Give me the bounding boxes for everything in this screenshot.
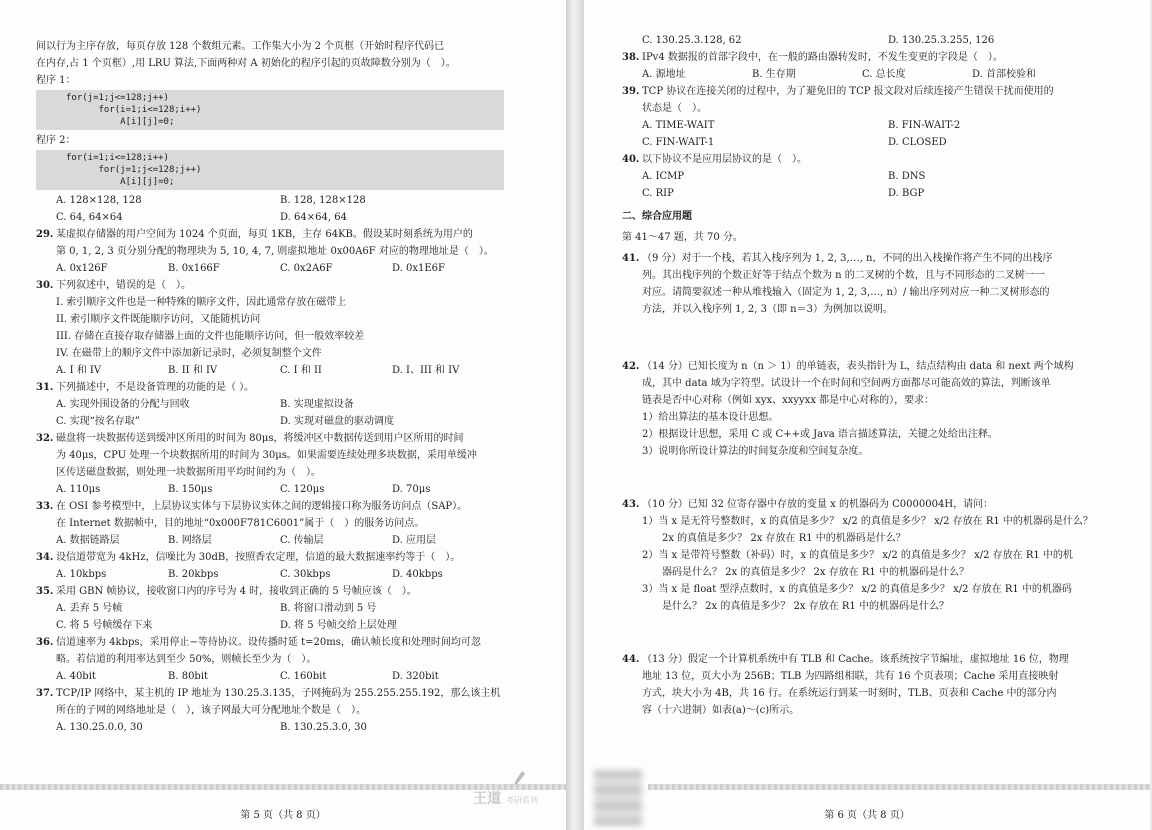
option: D. 130.25.3.255, 126 xyxy=(888,35,995,46)
q43-sub: 1）当 x 是无符号整数时，x 的真值是多少？ x/2 的真值是多少？ x/2 存放在 R1 中的机器码是什么？ xyxy=(642,516,1093,527)
brand-name: 王道 xyxy=(473,791,502,807)
footer-rule xyxy=(648,784,1150,790)
stem-text: 磁盘将一块数据传送到缓冲区所用的时间为 80μs，将缓冲区中数据传送到用户区所用的时间 xyxy=(56,433,464,444)
program2-code xyxy=(36,150,504,190)
stem-text: （13 分）假定一个计算机系统中有 TLB 和 Cache。该系统按字节编址，虚拟地址 16 位，物理 xyxy=(642,654,1069,665)
right-footer xyxy=(584,770,1150,830)
q41-stem xyxy=(622,250,1134,267)
question-number: 32. xyxy=(36,433,54,444)
q42-requirement: 1）给出算法的基本设计思想。 xyxy=(642,412,779,423)
option: B. 生存期 xyxy=(752,69,796,80)
q30-item: III. 存储在直接存取存储器上面的文件也能顺序访问，但一般效率较差 xyxy=(56,331,365,342)
question-number: 43. xyxy=(622,499,640,510)
brand-subtitle: 考研系列 xyxy=(506,796,538,805)
q33-stem-cont: 在 Internet 数据帧中，目的地址“0x000F781C6001”属于（ ）的服务访问点。 xyxy=(56,518,425,529)
option: B. 130.25.3.0, 30 xyxy=(280,722,367,733)
brand-logo xyxy=(473,788,538,808)
code-line: A[i][j]=0; xyxy=(66,117,175,127)
q32-stem xyxy=(36,430,504,447)
q42-requirement: 3）说明你所设计算法的时间复杂度和空间复杂度。 xyxy=(642,446,869,457)
option: C. 实现“按名存取” xyxy=(56,416,140,427)
option: C. 30kbps xyxy=(280,569,331,580)
option: D. 64×64, 64 xyxy=(280,212,347,223)
option: D. 70μs xyxy=(392,484,431,495)
q30-options xyxy=(36,362,504,379)
question-number: 30. xyxy=(36,280,54,291)
question-number: 33. xyxy=(36,501,54,512)
section-title: 二、综合应用题 xyxy=(622,211,692,222)
option: C. 130.25.3.128, 62 xyxy=(642,35,742,46)
q28-options xyxy=(36,192,504,226)
option: B. FIN-WAIT-2 xyxy=(888,120,961,131)
q41-stem-cont: 方法，并以入栈序列 1, 2, 3（即 n＝3）为例加以说明。 xyxy=(642,304,893,315)
q43-stem xyxy=(622,496,1134,513)
option: A. TIME-WAIT xyxy=(642,120,715,131)
option: A. 0x126F xyxy=(56,263,108,274)
program1-label: 程序 1： xyxy=(36,75,76,86)
option: A. 源地址 xyxy=(642,69,686,80)
code-line: for(i=1;i<=128;i++) xyxy=(66,105,202,115)
option: D. 将 5 号帧交给上层处理 xyxy=(280,620,397,631)
option: C. 160bit xyxy=(280,671,327,682)
right-page-content xyxy=(622,32,1134,719)
q34-stem xyxy=(36,549,504,566)
option: C. 传输层 xyxy=(280,535,324,546)
page-number: 第 6 页（共 8 页） xyxy=(824,810,910,821)
option: A. 数据链路层 xyxy=(56,535,120,546)
stem-text: （9 分）对于一个栈，若其入栈序列为 1, 2, 3,…, n，不同的出入栈操作将产生不同的出栈序 xyxy=(642,253,1053,264)
option: C. 总长度 xyxy=(862,69,906,80)
q39-options xyxy=(622,117,1134,151)
q37-options xyxy=(36,719,504,736)
q44-stem-cont: 方式，块大小为 4B，共 16 行。在系统运行到某一时刻时，TLB、页表和 Cache 中的部分内 xyxy=(642,688,1057,699)
option: A. I 和 IV xyxy=(56,365,102,376)
stem-text: 下列描述中，不是设备管理的功能的是（ ）。 xyxy=(56,382,255,393)
q32-stem-cont: 区传送磁盘数据，则处理一块数据所用平均时间约为（ ）。 xyxy=(56,467,321,478)
option: D. 40kbps xyxy=(392,569,443,580)
option: A. 130.25.0.0, 30 xyxy=(56,722,143,733)
stem-text: 在 OSI 参考模型中，上层协议实体与下层协议实体之间的逻辑接口称为服务访问点（SAP）。 xyxy=(56,501,468,512)
q37-stem-cont: 所在的子网的网络地址是（ ），该子网最大可分配地址个数是（ ）。 xyxy=(56,705,366,716)
q43-sub: 3）当 x 是 float 型浮点数时，x 的真值是多少？ x/2 的真值是多少？ x/2 存放在 R1 中的机器码 xyxy=(642,584,1072,595)
option: D. 应用层 xyxy=(392,535,437,546)
q40-stem xyxy=(622,151,1134,168)
option: B. 将窗口滑动到 5 号 xyxy=(280,603,377,614)
q41-stem-cont: 对应。请简要叙述一种从堆栈输入（固定为 1, 2, 3,…, n）/ 输出序列对应一种二叉树形态的 xyxy=(642,287,1050,298)
stem-text: TCP/IP 网络中，某主机的 IP 地址为 130.25.3.135，子网掩码为 255.255.255.192，那么该主机 xyxy=(56,688,501,699)
option: B. 20kbps xyxy=(168,569,219,580)
book-gutter xyxy=(566,0,584,830)
q32-stem-cont: 为 40μs，CPU 处理一个块数据所用的时间为 30μs。如果需要连续处理多块数据，采用单缓冲 xyxy=(56,450,477,461)
q29-stem xyxy=(36,226,504,243)
code-line: for(j=1;j<=128;j++) xyxy=(66,165,202,175)
q29-stem-cont: 第 0, 1, 2, 3 页分别分配的物理块为 5, 10, 4, 7, 则虚拟地址 0x00A6F 对应的物理地址是（ ）。 xyxy=(56,246,494,257)
option: C. I 和 II xyxy=(280,365,322,376)
option: C. 120μs xyxy=(280,484,325,495)
q43-sub-cont: 2x 的真值是多少？ 2x 存放在 R1 中的机器码是什么？ xyxy=(662,533,906,544)
q30-stem xyxy=(36,277,504,294)
section-note: 第 41～47 题，共 70 分。 xyxy=(622,232,743,243)
option: C. 将 5 号帧缓存下来 xyxy=(56,620,153,631)
q28-stem-line: 在内存,占 1 个页框）,用 LRU 算法,下面两种对 A 初始化的程序引起的页故障数分别为（ ）。 xyxy=(36,58,456,69)
q30-item: II. 索引顺序文件既能顺序访问，又能随机访问 xyxy=(56,314,261,325)
stem-text: （14 分）已知长度为 n（n ＞ 1）的单链表，表头指针为 L，结点结构由 data 和 next 两个域构 xyxy=(642,361,1074,372)
q35-stem xyxy=(36,583,504,600)
stem-text: IPv4 数据报的首部字段中，在一般的路由器转发时，不发生变更的字段是（ ）。 xyxy=(642,52,1003,63)
q42-stem-cont: 成，其中 data 域为字符型。试设计一个在时间和空间两方面都尽可能高效的算法，判断该单 xyxy=(642,378,1051,389)
q30-item: I. 索引顺序文件也是一种特殊的顺序文件，因此通常存放在磁带上 xyxy=(56,297,347,308)
option: A. 128×128, 128 xyxy=(56,195,142,206)
option: C. RIP xyxy=(642,188,674,199)
q38-options xyxy=(622,66,1134,83)
page-number: 第 5 页（共 8 页） xyxy=(240,810,326,821)
q31-stem xyxy=(36,379,504,396)
q38-stem xyxy=(622,49,1134,66)
question-number: 39. xyxy=(622,86,640,97)
option: D. 320bit xyxy=(392,671,439,682)
option: A. ICMP xyxy=(642,171,685,182)
stem-text: 下列叙述中，错误的是（ ）。 xyxy=(56,280,191,291)
question-number: 44. xyxy=(622,654,640,665)
q41-stem-cont: 列。其出栈序列的个数正好等于结点个数为 n 的二叉树的个数，且与不同形态的二叉树一一 xyxy=(642,270,1045,281)
option: A. 丢弃 5 号帧 xyxy=(56,603,123,614)
question-number: 41. xyxy=(622,253,640,264)
left-footer xyxy=(0,770,566,830)
q43-sub-cont: 是什么？ 2x 的真值是多少？ 2x 存放在 R1 中的机器码是什么？ xyxy=(662,601,949,612)
option: D. 0x1E6F xyxy=(392,263,445,274)
option: A. 110μs xyxy=(56,484,101,495)
answer-space xyxy=(622,615,1134,651)
left-page-content xyxy=(36,38,504,736)
option: D. 首部校验和 xyxy=(972,69,1037,80)
code-line: A[i][j]=0; xyxy=(66,177,175,187)
option: D. BGP xyxy=(888,188,925,199)
stem-text: 采用 GBN 帧协议，接收窗口内的序号为 4 时，接收到正确的 5 号帧应该（ ）。 xyxy=(56,586,417,597)
stem-text: TCP 协议在连接关闭的过程中，为了避免旧的 TCP 报文段对后续连接产生错误干扰而使用的 xyxy=(642,86,1054,97)
code-line: for(i=1;i<=128;i++) xyxy=(66,153,169,163)
q35-options xyxy=(36,600,504,634)
q36-options xyxy=(36,668,504,685)
question-number: 38. xyxy=(622,52,640,63)
stem-text: 以下协议不是应用层协议的是（ ）。 xyxy=(642,154,807,165)
stem-text: 设信道带宽为 4kHz，信噪比为 30dB，按照香农定理，信道的最大数据速率约等于（ ）。 xyxy=(56,552,461,563)
q33-stem xyxy=(36,498,504,515)
question-number: 35. xyxy=(36,586,54,597)
q32-options xyxy=(36,481,504,498)
question-number: 29. xyxy=(36,229,54,240)
option: D. CLOSED xyxy=(888,137,947,148)
q42-requirement: 2）根据设计思想，采用 C 或 C++或 Java 语言描述算法，关键之处给出注释。 xyxy=(642,429,998,440)
q34-options xyxy=(36,566,504,583)
q37-options-cont xyxy=(622,32,1134,49)
option: B. II 和 IV xyxy=(168,365,218,376)
option: B. 80bit xyxy=(168,671,209,682)
q40-options xyxy=(622,168,1134,202)
question-number: 36. xyxy=(36,637,54,648)
q42-stem xyxy=(622,358,1134,375)
option: A. 40bit xyxy=(56,671,96,682)
option: B. 128, 128×128 xyxy=(280,195,366,206)
right-page xyxy=(584,0,1150,830)
q44-stem-cont: 地址 13 位，页大小为 256B；TLB 为四路组相联，共有 16 个页表项；Cache 采用直接映射 xyxy=(642,671,1059,682)
option: C. FIN-WAIT-1 xyxy=(642,137,715,148)
option: D. I、III 和 IV xyxy=(392,365,460,376)
pen-icon xyxy=(512,770,526,788)
q44-stem-cont: 容（十六进制）如表(a)～(c)所示。 xyxy=(642,705,800,716)
q44-stem xyxy=(622,651,1134,668)
code-line: for(j=1;j<=128;j++) xyxy=(66,93,169,103)
option: B. 0x166F xyxy=(168,263,220,274)
q36-stem-cont: 略。若信道的利用率达到至少 50%，则帧长至少为（ ）。 xyxy=(56,654,317,665)
question-number: 42. xyxy=(622,361,640,372)
q43-sub-cont: 器码是什么？ 2x 的真值是多少？ 2x 存放在 R1 中的机器码是什么？ xyxy=(662,567,969,578)
q36-stem xyxy=(36,634,504,651)
option: A. 实现外围设备的分配与回收 xyxy=(56,399,190,410)
option: C. 0x2A6F xyxy=(280,263,333,274)
program2-label: 程序 2： xyxy=(36,135,76,146)
question-number: 31. xyxy=(36,382,54,393)
question-number: 34. xyxy=(36,552,54,563)
q43-sub: 2）当 x 是带符号整数（补码）时，x 的真值是多少？ x/2 的真值是多少？ x/2 存放在 R1 中的机 xyxy=(642,550,1073,561)
q28-stem-line: 间以行为主序存放，每页存放 128 个数组元素。工作集大小为 2 个页框（开始时程序代码已 xyxy=(36,41,445,52)
q37-stem xyxy=(36,685,504,702)
q29-options xyxy=(36,260,504,277)
option: A. 10kbps xyxy=(56,569,107,580)
answer-space xyxy=(622,318,1134,358)
left-page xyxy=(0,0,566,830)
program1-code xyxy=(36,90,504,130)
option: B. 网络层 xyxy=(168,535,212,546)
q39-stem-cont: 状态是（ ）。 xyxy=(642,103,707,114)
answer-space xyxy=(622,460,1134,496)
q33-options xyxy=(36,532,504,549)
question-number: 37. xyxy=(36,688,54,699)
option: B. 实现虚拟设备 xyxy=(280,399,354,410)
q39-stem xyxy=(622,83,1134,100)
option: B. 150μs xyxy=(168,484,213,495)
q30-item: IV. 在磁带上的顺序文件中添加新记录时，必须复制整个文件 xyxy=(56,348,322,359)
q42-stem-cont: 链表是否中心对称（例如 xyx、xxyyxx 都是中心对称的），要求： xyxy=(642,395,935,406)
option: C. 64, 64×64 xyxy=(56,212,123,223)
stem-text: 某虚拟存储器的用户空间为 1024 个页面，每页 1KB，主存 64KB。假设某时刻系统为用户的 xyxy=(56,229,473,240)
option: B. DNS xyxy=(888,171,926,182)
stem-text: 信道速率为 4kbps，采用停止−等待协议。设传播时延 t=20ms，确认帧长度和处理时间均可忽 xyxy=(56,637,481,648)
stem-text: （10 分）已知 32 位寄存器中存放的变量 x 的机器码为 C0000004H，请问： xyxy=(642,499,994,510)
option: D. 实现对磁盘的驱动调度 xyxy=(280,416,395,427)
question-number: 40. xyxy=(622,154,640,165)
q31-options xyxy=(36,396,504,430)
